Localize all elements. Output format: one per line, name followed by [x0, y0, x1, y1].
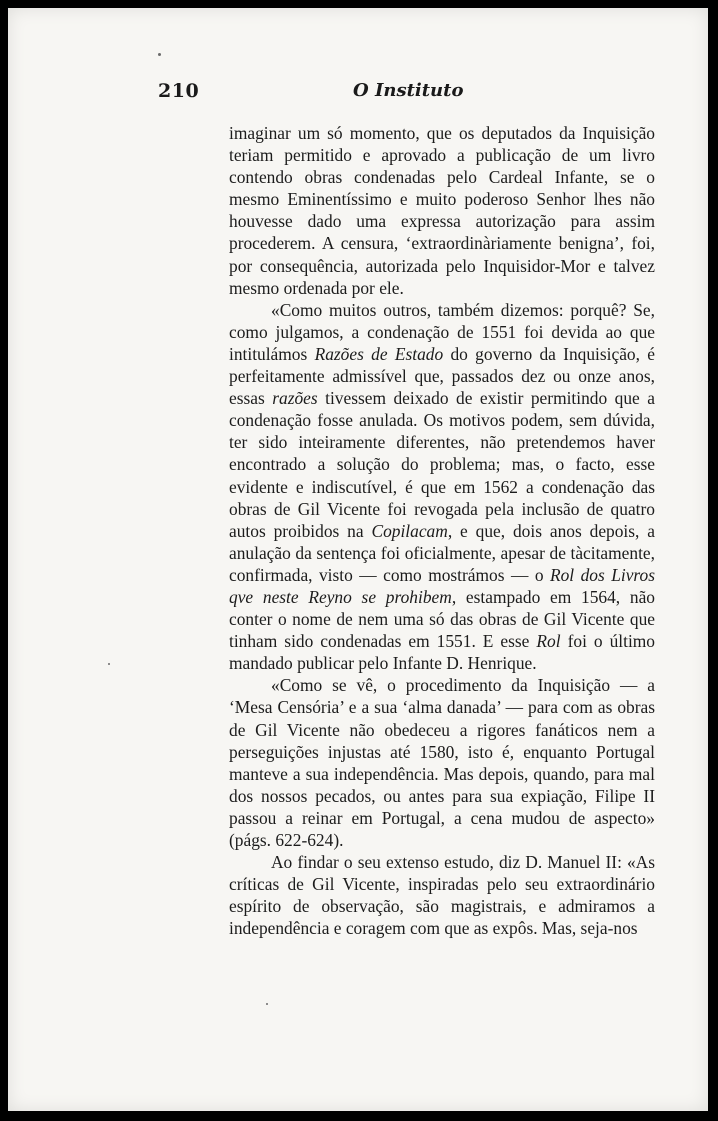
page-number: 210 — [158, 80, 200, 102]
paragraph-2-text-4: , e que, dois anos depois, a anulação da sentença foi oficialmente, apesar de tàcitamente, confirmada, visto — como mostrámos — o — [229, 520, 655, 585]
paragraph-2-text-3: tivessem deixado de existir permitindo que a condenação fosse anulada. Os motivos podem, sem dúvida, ter sido inteiramente diferentes, não pretendemos haver encontrado a solução do problema; mas, o facto, esse evidente e indiscutível, é que em 1562 a condenação das obras de Gil Vicente foi revogada pela inclusão de quatro autos proibidos na — [229, 388, 655, 541]
italic-term-rol: Rol — [536, 631, 561, 652]
paragraph-2-text-2: do governo da Inquisição, é perfeitamente admissível que, passados dez ou onze anos, essas — [229, 343, 655, 409]
running-title: O Instituto — [353, 80, 464, 101]
book-page — [8, 8, 708, 1111]
page-header — [8, 80, 708, 106]
scan-speck — [266, 1003, 268, 1005]
scan-speck — [158, 53, 161, 56]
scan-speck — [108, 663, 110, 665]
paragraph-2-text-6: foi o último mandado publicar pelo Infante D. Henrique. — [229, 631, 656, 674]
italic-term-rol-dos-livros: Rol dos Livros qve neste Reyno se prohibem — [229, 564, 656, 607]
paragraph-2-text-1: «Como muitos outros, também dizemos: porquê? Se, como julgamos, a condenação de 1551 foi devida ao que intitulámos — [229, 299, 655, 364]
paragraph-2-text-5: , estampado em 1564, não conter o nome de nem uma só das obras de Gil Vicente que tinham sido condenadas em 1551. E esse — [229, 586, 655, 652]
paragraph-1: imaginar um só momento, que os deputados da Inquisição teriam permitido e aprovado a publicação de um livro contendo obras condenadas pelo Cardeal Infante, se o mesmo Eminentíssimo e muito poderoso Senhor lhes não houvesse dado uma expressa autorização para assim procederem. A censura, ‘extraordinàriamente benigna’, foi, por consequência, autorizada pelo Inquisidor-Mor e talvez mesmo ordenada por ele. — [229, 123, 655, 298]
italic-term-razoes-de-estado: Razões de Estado — [314, 343, 444, 364]
body-text — [229, 122, 655, 939]
italic-term-razoes: razões — [272, 388, 318, 409]
paragraph-4: Ao findar o seu extenso estudo, diz D. Manuel II: «As críticas de Gil Vicente, inspiradas pelo seu extraordinário espírito de observação, são magistrais, e admiramos a independência e coragem com que as expôs. Mas, seja-nos — [229, 852, 655, 939]
italic-term-copilacam: Copilacam — [371, 520, 448, 541]
paragraph-3: «Como se vê, o procedimento da Inquisição — a ‘Mesa Censória’ e a sua ‘alma danada’ — para com as obras de Gil Vicente não obedeceu a rigores fanáticos nem a perseguições injustas até 1580, isto é, enquanto Portugal manteve a sua independência. Mas depois, quando, para mal dos nossos pecados, ou antes para sua expiação, Filipe II passou a reinar em Portugal, a cena mudou de aspecto» (págs. 622-624). — [229, 675, 655, 850]
paragraph-2 — [229, 299, 655, 675]
